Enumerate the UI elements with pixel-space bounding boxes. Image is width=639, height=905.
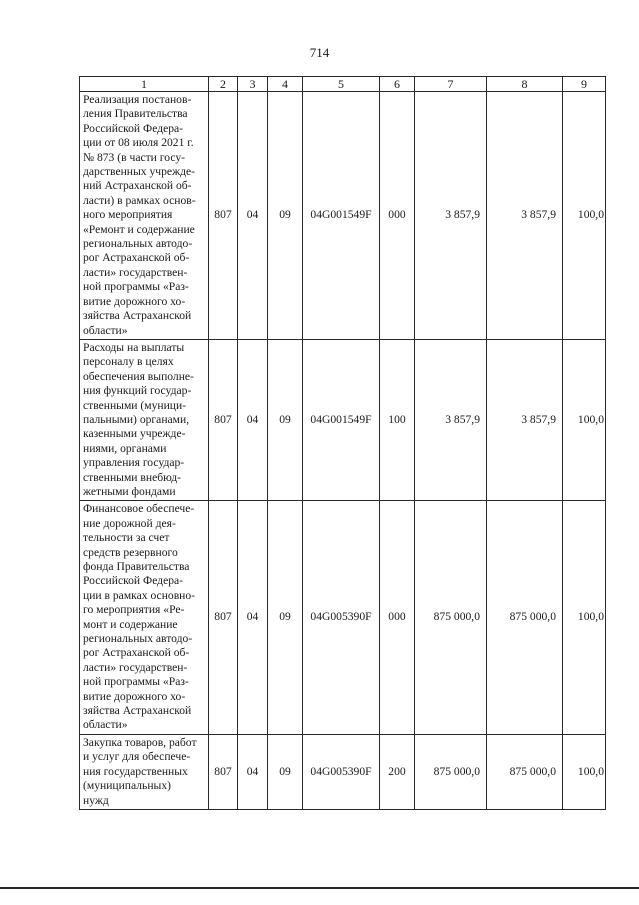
budget-table [79, 76, 606, 810]
column-header: 7 [415, 77, 487, 92]
description-line: рог Астраханской об- [83, 251, 190, 265]
description-line: жетными фондами [83, 484, 176, 498]
cell-col2: 807 [209, 501, 238, 735]
cell-col3: 04 [238, 734, 268, 809]
table-row [80, 501, 606, 735]
cell-col5: 04G001549F [303, 339, 380, 500]
cell-col7: 3 857,9 [415, 92, 487, 340]
cell-col7: 3 857,9 [415, 339, 487, 500]
description-line: ласти» государствен- [83, 265, 188, 279]
cell-col6: 200 [380, 734, 415, 809]
description-line: зяйства Астраханской [83, 704, 192, 718]
description-line: ции в рамках основно- [83, 588, 196, 602]
description-line: персоналу в целях [83, 355, 174, 369]
cell-col2: 807 [209, 339, 238, 500]
description-line: (муниципальных) [83, 779, 171, 793]
description-line: ниями, органами [83, 441, 167, 455]
row-description [80, 734, 209, 809]
row-description [80, 339, 209, 500]
cell-col3: 04 [238, 92, 268, 340]
cell-col9: 100,0 [563, 92, 606, 340]
cell-col3: 04 [238, 339, 268, 500]
description-line: № 873 (в части госу- [83, 150, 185, 164]
header-row [80, 77, 606, 92]
description-line: средств резервного [83, 545, 178, 559]
cell-col7: 875 000,0 [415, 501, 487, 735]
description-line: витие дорожного хо- [83, 689, 186, 703]
description-line: Расходы на выплаты [83, 340, 185, 354]
description-line: Финансовое обеспече- [83, 502, 195, 516]
column-header: 9 [563, 77, 606, 92]
column-header: 4 [268, 77, 303, 92]
column-header: 1 [80, 77, 209, 92]
cell-col9: 100,0 [563, 339, 606, 500]
row-description [80, 92, 209, 340]
description-line: ственными внебюд- [83, 470, 181, 484]
description-line: монт и содержание [83, 617, 178, 631]
cell-col8: 3 857,9 [487, 339, 563, 500]
cell-col2: 807 [209, 734, 238, 809]
description-line: «Ремонт и содержание [83, 222, 195, 236]
cell-col6: 000 [380, 501, 415, 735]
cell-col4: 09 [268, 501, 303, 735]
cell-col5: 04G001549F [303, 92, 380, 340]
description-line: ной программы «Раз- [83, 280, 189, 294]
cell-col4: 09 [268, 92, 303, 340]
description-line: фонда Правительства [83, 560, 190, 573]
description-line: ления Правительства [83, 107, 188, 121]
cell-col4: 09 [268, 339, 303, 500]
cell-col8: 3 857,9 [487, 92, 563, 340]
description-line: Российской Федера- [83, 121, 184, 135]
column-header: 6 [380, 77, 415, 92]
description-line: региональных автодо- [83, 632, 193, 646]
row-description [80, 501, 209, 735]
bottom-rule [0, 887, 639, 889]
description-line: обеспечения выполне- [83, 369, 194, 383]
description-line: ние дорожной дея- [83, 516, 176, 530]
cell-col2: 807 [209, 92, 238, 340]
description-line: ласти) в рамках основ- [83, 193, 196, 207]
description-line: ной программы «Раз- [83, 675, 189, 689]
table-row [80, 734, 606, 809]
description-line: ного мероприятия [83, 208, 173, 222]
cell-col6: 000 [380, 92, 415, 340]
cell-col5: 04G005390F [303, 501, 380, 735]
cell-col6: 100 [380, 339, 415, 500]
description-line: ласти» государствен- [83, 660, 188, 674]
table-row [80, 339, 606, 500]
description-line: казенными учрежде- [83, 427, 186, 441]
column-header: 5 [303, 77, 380, 92]
description-line: пальными) органами, [83, 412, 190, 426]
cell-col7: 875 000,0 [415, 734, 487, 809]
cell-col8: 875 000,0 [487, 734, 563, 809]
cell-col3: 04 [238, 501, 268, 735]
description-line: Российской Федера- [83, 574, 184, 588]
description-line: области» [83, 718, 128, 732]
description-line: области» [83, 323, 128, 337]
description-line: региональных автодо- [83, 237, 193, 251]
cell-col4: 09 [268, 734, 303, 809]
column-header: 8 [487, 77, 563, 92]
description-line: витие дорожного хо- [83, 294, 186, 308]
description-line: Закупка товаров, работ [83, 735, 197, 749]
column-header: 3 [238, 77, 268, 92]
description-line: и услуг для обеспече- [83, 750, 191, 764]
description-line: зяйства Астраханской [83, 309, 192, 323]
description-line: ции от 08 июля 2021 г. [83, 136, 194, 150]
cell-col9: 100,0 [563, 734, 606, 809]
page-number: 714 [309, 45, 330, 60]
description-line: ний Астраханской об- [83, 179, 192, 193]
description-line: ния функций государ- [83, 384, 192, 398]
column-header: 2 [209, 77, 238, 92]
description-line: го мероприятия «Ре- [83, 603, 185, 617]
table-row [80, 92, 606, 340]
description-line: тельности за счет [83, 531, 170, 545]
cell-col9: 100,0 [563, 501, 606, 735]
description-line: Реализация постанов- [83, 93, 192, 106]
description-line: ния государственных [83, 764, 188, 778]
description-line: дарственных учрежде- [83, 165, 195, 179]
description-line: рог Астраханской об- [83, 646, 190, 660]
cell-col8: 875 000,0 [487, 501, 563, 735]
description-line: ственными (муници- [83, 398, 187, 412]
description-line: нужд [83, 793, 109, 807]
cell-col5: 04G005390F [303, 734, 380, 809]
description-line: управления государ- [83, 456, 185, 470]
